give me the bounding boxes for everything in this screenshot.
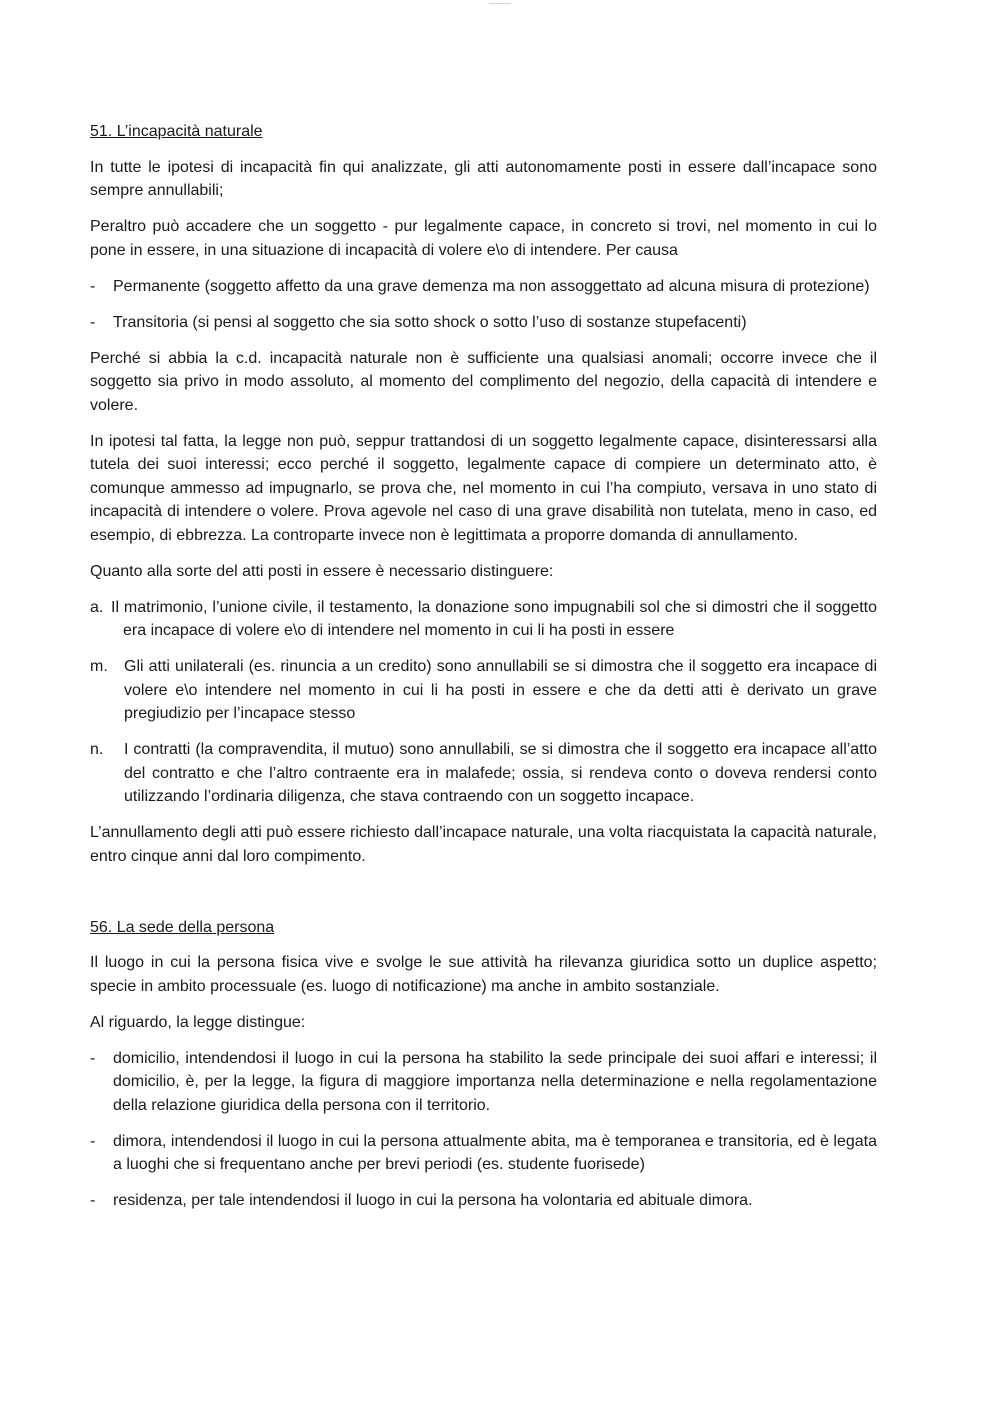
list-letter: a. bbox=[90, 598, 104, 616]
page-header-mark bbox=[489, 0, 511, 4]
paragraph: Perché si abbia la c.d. incapacità naturale non è sufficiente una qualsiasi anomali; occorre invece che il soggetto sia privo in modo assoluto, al momento del complimento del negozio, della capacità di intendere e volere. bbox=[90, 349, 877, 414]
list-item bbox=[90, 275, 877, 299]
paragraph: Al riguardo, la legge distingue: bbox=[90, 1013, 306, 1031]
list-item bbox=[90, 1047, 877, 1118]
list-letter: m. bbox=[90, 658, 108, 675]
paragraph: Peraltro può accadere che un soggetto - pur legalmente capace, in concreto si trovi, nel momento in cui lo pone in essere, in una situazione di incapacità di volere e\o di intendere. Per causa bbox=[90, 218, 877, 259]
list-item bbox=[90, 1130, 877, 1177]
list-item-text: I contratti (la compravendita, il mutuo) sono annullabili, se si dimostra che il soggetto era incapace all’atto del contratto e che l’altro contraente era in malafede; ossia, si rendeva conto o doveva rendersi conto utilizzando l’ordinaria diligenza, che stava contraendo con un soggetto incapace. bbox=[124, 741, 877, 805]
list-dash: - bbox=[90, 277, 96, 295]
document-page bbox=[90, 120, 877, 1225]
list-item-text: Transitoria (si pensi al soggetto che sia sotto shock o sotto l’uso di sostanze stupefacenti) bbox=[113, 313, 747, 331]
list-item bbox=[90, 596, 877, 643]
list-dash: - bbox=[90, 313, 96, 331]
list-dash: - bbox=[90, 1192, 96, 1209]
list-dash: - bbox=[90, 1132, 96, 1150]
paragraph: In tutte le ipotesi di incapacità fin qui analizzate, gli atti autonomamente posti in essere dall’incapace sono sempre annullabili; bbox=[90, 158, 877, 199]
list-item bbox=[90, 738, 877, 809]
list-item-text: dimora, intendendosi il luogo in cui la persona attualmente abita, ma è temporanea e transitoria, ed è legata a luoghi che si frequentano anche per brevi periodi (es. studente fuorisede) bbox=[113, 1132, 877, 1173]
paragraph: Il luogo in cui la persona fisica vive e svolge le sue attività ha rilevanza giuridica sotto un duplice aspetto; specie in ambito processuale (es. luogo di notificazione) ma anche in ambito sostanziale. bbox=[90, 954, 877, 995]
list-item-text: Permanente (soggetto affetto da una grave demenza ma non assoggettato ad alcuna misura di protezione) bbox=[113, 277, 870, 295]
section-spacer bbox=[90, 881, 877, 916]
section-heading-sede-persona: 56. La sede della persona bbox=[90, 918, 275, 936]
list-item bbox=[90, 655, 877, 726]
list-letter: n. bbox=[90, 741, 104, 758]
section-heading-incapacita-naturale: 51. L’incapacità naturale bbox=[90, 123, 263, 140]
paragraph: Quanto alla sorte del atti posti in essere è necessario distinguere: bbox=[90, 562, 554, 580]
list-item bbox=[90, 311, 877, 335]
paragraph: In ipotesi tal fatta, la legge non può, seppur trattandosi di un soggetto legalmente capace, disinteressarsi alla tutela dei suoi interessi; ecco perché il soggetto, legalmente capace di compiere un determinato atto, è comunque ammesso ad impugnarlo, se prova che, nel momento in cui l’ha compiuto, versava in uno stato di incapacità di intendere o volere. Prova agevole nel caso di una grave disabilità non tutelata, meno in caso, ed esempio, di ebbrezza. La controparte invece non è legittimata a proporre domanda di annullamento. bbox=[90, 432, 877, 544]
list-item-text: Gli atti unilaterali (es. rinuncia a un credito) sono annullabili se si dimostra che il soggetto era incapace di volere e\o intendere nel momento in cui li ha posti in essere e che da detti atti è derivato un grave pregiudizio per l’incapace stesso bbox=[124, 658, 877, 722]
list-dash: - bbox=[90, 1049, 96, 1067]
list-item bbox=[90, 1189, 877, 1213]
paragraph: L’annullamento degli atti può essere richiesto dall’incapace naturale, una volta riacquistata la capacità naturale, entro cinque anni dal loro compimento. bbox=[90, 824, 877, 865]
list-item-text: Il matrimonio, l’unione civile, il testamento, la donazione sono impugnabili sol che si dimostri che il soggetto era incapace di volere e\o di intendere nel momento in cui li ha posti in essere bbox=[111, 598, 877, 639]
list-item-text: residenza, per tale intendendosi il luogo in cui la persona ha volontaria ed abituale dimora. bbox=[113, 1192, 753, 1209]
list-item-text: domicilio, intendendosi il luogo in cui la persona ha stabilito la sede principale dei suoi affari e interessi; il domicilio, è, per la legge, la figura di maggiore importanza nella determinazione e nella regolamentazione della relazione giuridica della persona con il territorio. bbox=[113, 1049, 877, 1114]
